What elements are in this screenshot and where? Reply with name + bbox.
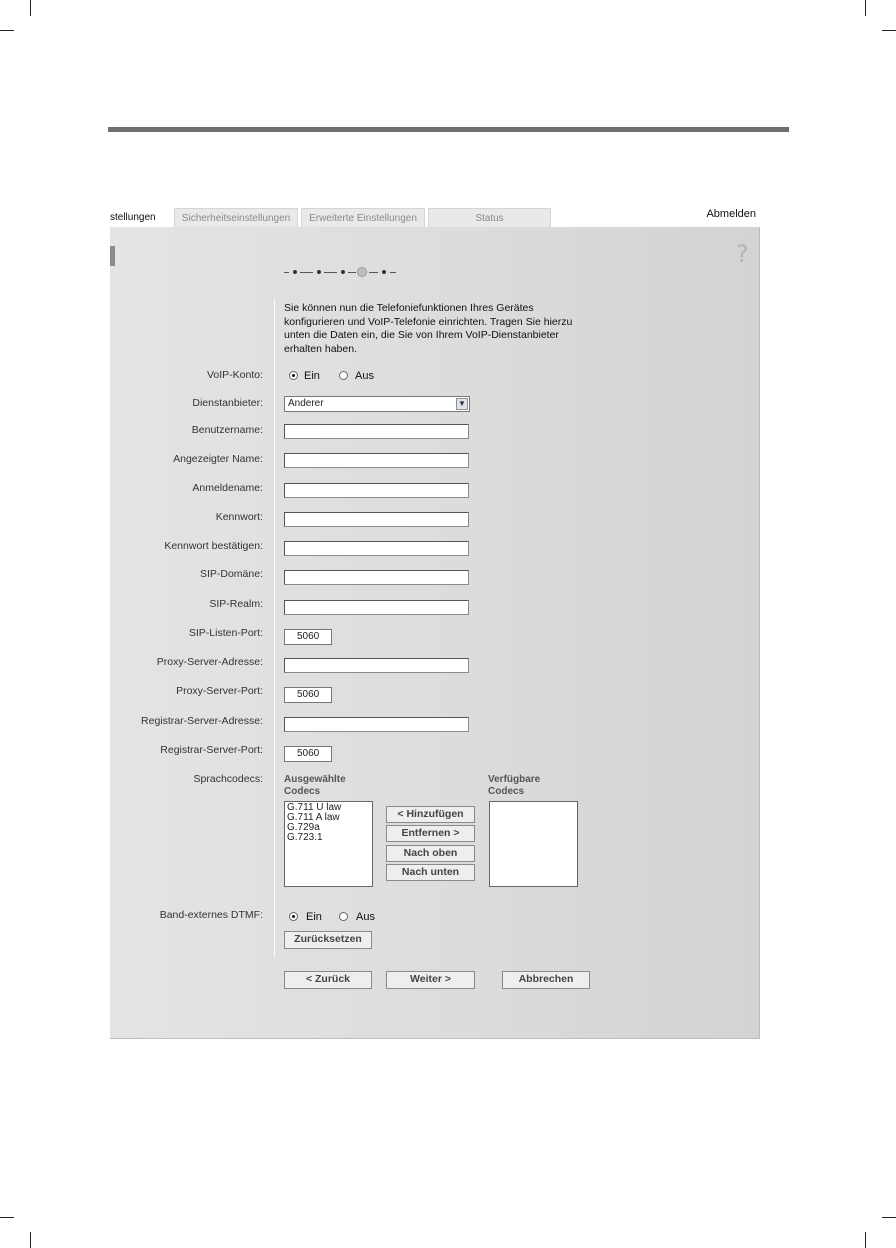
move-down-button[interactable]: Nach unten: [386, 864, 475, 881]
dtmf-on-radio[interactable]: [289, 912, 298, 921]
move-up-button[interactable]: Nach oben: [386, 845, 475, 862]
proxy-port-input[interactable]: 5060: [284, 687, 332, 703]
crop-mark: [882, 1217, 896, 1218]
codec-item[interactable]: G.723.1: [287, 832, 323, 843]
logout-link[interactable]: Abmelden: [706, 208, 756, 220]
password-label: Kennwort:: [215, 511, 263, 523]
voip-on-radio[interactable]: [289, 371, 298, 380]
remove-codec-button[interactable]: Entfernen >: [386, 825, 475, 842]
help-icon[interactable]: ?: [736, 240, 749, 268]
voip-on-label: Ein: [304, 370, 320, 382]
username-label: Benutzername:: [191, 424, 263, 436]
header-rule: [108, 127, 789, 132]
login-name-label: Anmeldename:: [192, 482, 263, 494]
registrar-port-label: Registrar-Server-Port:: [160, 744, 263, 756]
next-button[interactable]: Weiter >: [386, 971, 475, 989]
crop-mark: [30, 0, 31, 16]
password-confirm-label: Kennwort bestätigen:: [164, 540, 263, 552]
proxy-port-label: Proxy-Server-Port:: [176, 685, 263, 697]
back-button[interactable]: < Zurück: [284, 971, 372, 989]
available-codecs-list[interactable]: [489, 801, 578, 887]
sip-listen-port-label: SIP-Listen-Port:: [188, 627, 263, 639]
sip-realm-input[interactable]: [284, 600, 469, 615]
crop-mark: [882, 30, 896, 31]
provider-label: Dienstanbieter:: [192, 397, 263, 409]
add-codec-button[interactable]: < Hinzufügen: [386, 806, 475, 823]
tab-security-settings[interactable]: Sicherheitseinstellungen: [174, 208, 298, 227]
tab-bar: [110, 207, 760, 227]
sip-domain-label: SIP-Domäne:: [199, 568, 263, 580]
crop-mark: [0, 1217, 14, 1218]
selected-codecs-heading: Ausgewählte Codecs: [284, 774, 346, 797]
registrar-address-label: Registrar-Server-Adresse:: [141, 715, 263, 727]
voip-account-label: VoIP-Konto:: [206, 369, 263, 381]
crop-mark: [30, 1232, 31, 1248]
codecs-label: Sprachcodecs:: [193, 773, 263, 785]
provider-select[interactable]: [284, 396, 470, 412]
sip-domain-input[interactable]: [284, 570, 469, 585]
dtmf-off-radio[interactable]: [339, 912, 348, 921]
reset-button[interactable]: Zurücksetzen: [284, 931, 372, 949]
tab-status[interactable]: Status: [428, 208, 551, 227]
voip-off-radio[interactable]: [339, 371, 348, 380]
wizard-progress: [284, 266, 404, 278]
tab-settings[interactable]: stellungen: [110, 208, 174, 227]
registrar-address-input[interactable]: [284, 717, 469, 732]
username-input[interactable]: [284, 424, 469, 439]
codec-item[interactable]: G.729a: [287, 822, 320, 833]
chevron-down-icon[interactable]: ▼: [456, 398, 468, 410]
available-codecs-heading: Verfügbare Codecs: [488, 774, 541, 797]
codec-item[interactable]: G.711 A law: [287, 812, 340, 823]
registrar-port-input[interactable]: 5060: [284, 746, 332, 762]
provider-value: Anderer: [288, 398, 324, 409]
cancel-button[interactable]: Abbrechen: [502, 971, 590, 989]
crop-mark: [0, 30, 14, 31]
password-confirm-input[interactable]: [284, 541, 469, 556]
proxy-address-label: Proxy-Server-Adresse:: [156, 656, 263, 668]
intro-text: Sie können nun die Telefoniefunktionen Ihres Gerätes konfigurieren und VoIP-Telefonie einrichten. Tragen Sie hierzu unten die Daten ein, die Sie von Ihrem VoIP-Dienstanbieter erhalten haben.: [284, 302, 573, 356]
router-config-screenshot: [110, 207, 760, 1039]
selected-codecs-list[interactable]: [284, 801, 373, 887]
content-panel: [110, 227, 760, 1039]
sip-realm-label: SIP-Realm:: [209, 598, 263, 610]
dtmf-label: Band-externes DTMF:: [159, 909, 263, 921]
column-divider: [274, 299, 275, 957]
section-marker: [110, 246, 115, 266]
sip-listen-port-input[interactable]: 5060: [284, 629, 332, 645]
tab-advanced-settings[interactable]: Erweiterte Einstellungen: [301, 208, 425, 227]
password-input[interactable]: [284, 512, 469, 527]
dtmf-off-label: Aus: [356, 911, 375, 923]
proxy-address-input[interactable]: [284, 658, 469, 673]
dtmf-on-label: Ein: [306, 911, 322, 923]
voip-off-label: Aus: [355, 370, 374, 382]
codec-item[interactable]: G.711 U law: [287, 802, 342, 813]
display-name-input[interactable]: [284, 453, 469, 468]
crop-mark: [865, 1232, 866, 1248]
crop-mark: [865, 0, 866, 16]
login-name-input[interactable]: [284, 483, 469, 498]
display-name-label: Angezeigter Name:: [173, 453, 263, 465]
